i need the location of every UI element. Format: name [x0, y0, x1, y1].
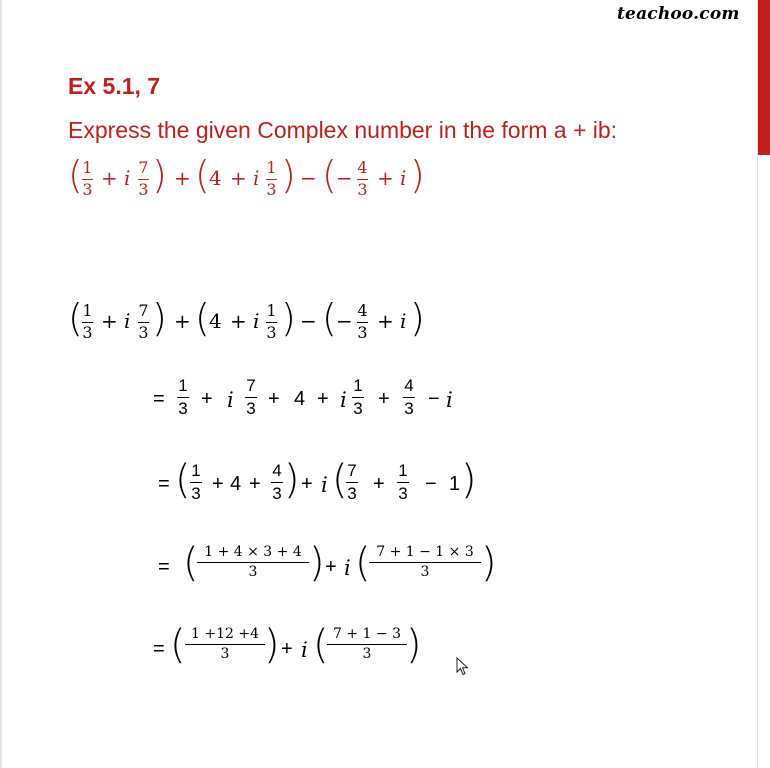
- close-paren: ): [264, 622, 280, 668]
- fraction: 1 3: [398, 461, 408, 503]
- fraction: 1 3: [82, 158, 93, 199]
- imaginary-unit: i: [344, 556, 351, 580]
- plus-sign: +: [373, 473, 385, 495]
- minus-sign: −: [425, 473, 437, 495]
- open-paren: (: [170, 622, 186, 668]
- equals-sign: =: [158, 556, 170, 578]
- close-paren: ): [410, 153, 425, 197]
- negative-sign: −: [336, 309, 353, 333]
- number-one: 1: [449, 473, 461, 495]
- close-paren: ): [309, 540, 325, 586]
- imaginary-unit: i: [124, 166, 131, 190]
- plus-sign: +: [301, 473, 313, 495]
- close-paren: ): [410, 296, 425, 340]
- fraction: 1 3: [353, 376, 363, 418]
- open-paren: (: [68, 153, 83, 197]
- equals-sign: =: [158, 473, 170, 495]
- fraction: 1 3: [178, 376, 188, 418]
- imaginary-unit: i: [253, 309, 260, 333]
- number-four: 4: [209, 166, 222, 190]
- fraction: 7 + 1 − 1 × 3 3: [369, 545, 481, 579]
- open-paren: (: [183, 540, 199, 586]
- fraction: 7 3: [246, 376, 256, 418]
- imaginary-unit: i: [227, 388, 234, 412]
- plus-sign: +: [174, 166, 191, 190]
- open-paren: (: [313, 622, 329, 668]
- left-border: [0, 0, 2, 768]
- plus-sign: +: [377, 309, 394, 333]
- minus-sign: −: [428, 388, 440, 410]
- plus-sign: +: [212, 473, 224, 495]
- fraction: 4 3: [404, 376, 414, 418]
- open-paren: (: [355, 540, 371, 586]
- open-paren: (: [195, 296, 210, 340]
- fraction: 7 3: [347, 461, 357, 503]
- plus-sign: +: [325, 556, 337, 578]
- plus-sign: +: [378, 388, 390, 410]
- plus-sign: +: [101, 166, 118, 190]
- minus-sign: −: [300, 309, 317, 333]
- imaginary-unit: i: [321, 473, 328, 497]
- imaginary-unit: i: [301, 638, 308, 662]
- open-paren: (: [195, 153, 210, 197]
- plus-sign: +: [101, 309, 118, 333]
- number-four: 4: [209, 309, 222, 333]
- fraction: 7 + 1 − 3 3: [327, 627, 407, 661]
- open-paren: (: [332, 457, 348, 503]
- fraction: 1 +12 +4 3: [185, 627, 265, 661]
- fraction: 1 3: [266, 158, 277, 199]
- number-four: 4: [230, 473, 242, 495]
- fraction: 4 3: [357, 158, 368, 199]
- close-paren: ): [461, 457, 477, 503]
- teachoo-logo: teachoo.com: [617, 4, 740, 24]
- close-paren: ): [284, 457, 300, 503]
- plus-sign: +: [249, 473, 261, 495]
- fraction: 7 3: [138, 158, 149, 199]
- imaginary-unit: i: [446, 388, 453, 412]
- negative-sign: −: [336, 166, 353, 190]
- fraction: 1 3: [191, 461, 201, 503]
- fraction: 1 3: [266, 301, 277, 342]
- plus-sign: +: [268, 388, 280, 410]
- open-paren: (: [322, 296, 337, 340]
- fraction: 7 3: [138, 301, 149, 342]
- fraction: 1 3: [82, 301, 93, 342]
- plus-sign: +: [174, 309, 191, 333]
- plus-sign: +: [230, 309, 247, 333]
- imaginary-unit: i: [253, 166, 260, 190]
- plus-sign: +: [281, 638, 293, 660]
- plus-sign: +: [201, 388, 213, 410]
- imaginary-unit: i: [340, 388, 347, 412]
- close-paren: ): [152, 296, 167, 340]
- imaginary-unit: i: [400, 309, 407, 333]
- fraction: 1 + 4 × 3 + 4 3: [197, 545, 309, 579]
- imaginary-unit: i: [124, 309, 131, 333]
- close-paren: ): [481, 540, 497, 586]
- equals-sign: =: [153, 638, 165, 660]
- close-paren: ): [281, 153, 296, 197]
- plus-sign: +: [317, 388, 329, 410]
- open-paren: (: [68, 296, 83, 340]
- equals-sign: =: [153, 388, 165, 410]
- plus-sign: +: [377, 166, 394, 190]
- imaginary-unit: i: [400, 166, 407, 190]
- question-prompt: Express the given Complex number in the form a + ib:: [68, 117, 618, 143]
- close-paren: ): [406, 622, 422, 668]
- plus-sign: +: [230, 166, 247, 190]
- mouse-cursor-icon: [456, 657, 470, 677]
- fraction: 4 3: [272, 461, 282, 503]
- close-paren: ): [152, 153, 167, 197]
- open-paren: (: [322, 153, 337, 197]
- red-accent-bar: [758, 0, 770, 155]
- close-paren: ): [281, 296, 296, 340]
- open-paren: (: [175, 457, 191, 503]
- number-four: 4: [294, 388, 306, 410]
- fraction: 4 3: [357, 301, 368, 342]
- exercise-title: Ex 5.1, 7: [68, 73, 161, 99]
- minus-sign: −: [300, 166, 317, 190]
